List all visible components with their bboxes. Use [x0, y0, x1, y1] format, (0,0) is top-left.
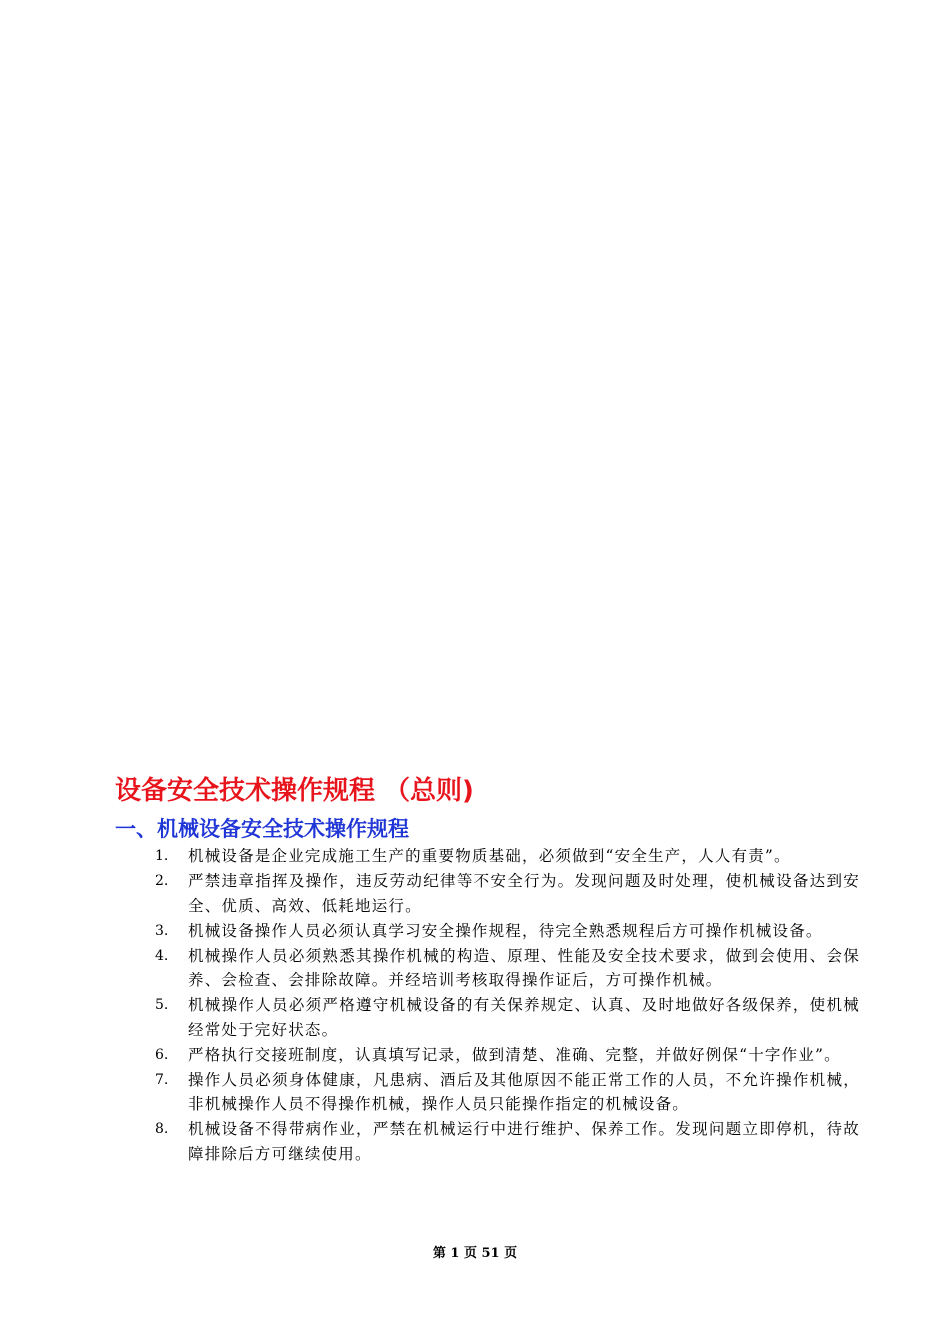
list-item-text: 机械操作人员必须严格遵守机械设备的有关保养规定、认真、及时地做好各级保养，使机械经常处于完好状态。: [188, 996, 860, 1039]
list-item: [155, 869, 860, 918]
list-item-number: 5.: [155, 997, 169, 1013]
list-item: [155, 944, 860, 993]
rules-list: [155, 844, 860, 1167]
list-item-number: 2.: [155, 873, 169, 889]
list-item-number: 3.: [155, 922, 169, 939]
list-item: [155, 919, 860, 944]
list-item-text: 操作人员必须身体健康，凡患病、酒后及其他原因不能正常工作的人员，不允许操作机械，非机械操作人员不得操作机械，操作人员只能操作指定的机械设备。: [188, 1070, 860, 1113]
list-item-text: 机械设备不得带病作业，严禁在机械运行中进行维护、保养工作。发现问题立即停机，待故障排除后方可继续使用。: [188, 1120, 860, 1163]
list-item-number: 4.: [155, 947, 169, 964]
document-title: 设备安全技术操作规程 （总则): [115, 776, 474, 806]
list-item-number: 6.: [155, 1046, 169, 1063]
list-item-number: 1.: [155, 848, 169, 864]
list-item: [155, 993, 860, 1042]
list-item: [155, 1043, 860, 1068]
list-item: [155, 1068, 860, 1117]
list-item-number: 7.: [155, 1071, 169, 1088]
list-item-text: 严格执行交接班制度，认真填写记录，做到清楚、准确、完整，并做好例保“十字作业”。: [188, 1045, 841, 1064]
section-heading: 一、机械设备安全技术操作规程: [115, 817, 409, 841]
list-item: [155, 844, 860, 869]
page-footer: 第 1 页 51 页: [432, 1246, 518, 1261]
list-item-number: 8.: [155, 1121, 169, 1137]
list-item-text: 机械设备操作人员必须认真学习安全操作规程，待完全熟悉规程后方可操作机械设备。: [188, 921, 823, 940]
list-item: [155, 1117, 860, 1166]
list-item-text: 严禁违章指挥及操作，违反劳动纪律等不安全行为。发现问题及时处理，使机械设备达到安全、优质、高效、低耗地运行。: [188, 872, 860, 915]
list-item-text: 机械操作人员必须熟悉其操作机械的构造、原理、性能及安全技术要求，做到会使用、会保养、会检查、会排除故障。并经培训考核取得操作证后，方可操作机械。: [188, 946, 860, 989]
list-item-text: 机械设备是企业完成施工生产的重要物质基础，必须做到“安全生产，人人有责”。: [188, 847, 791, 865]
